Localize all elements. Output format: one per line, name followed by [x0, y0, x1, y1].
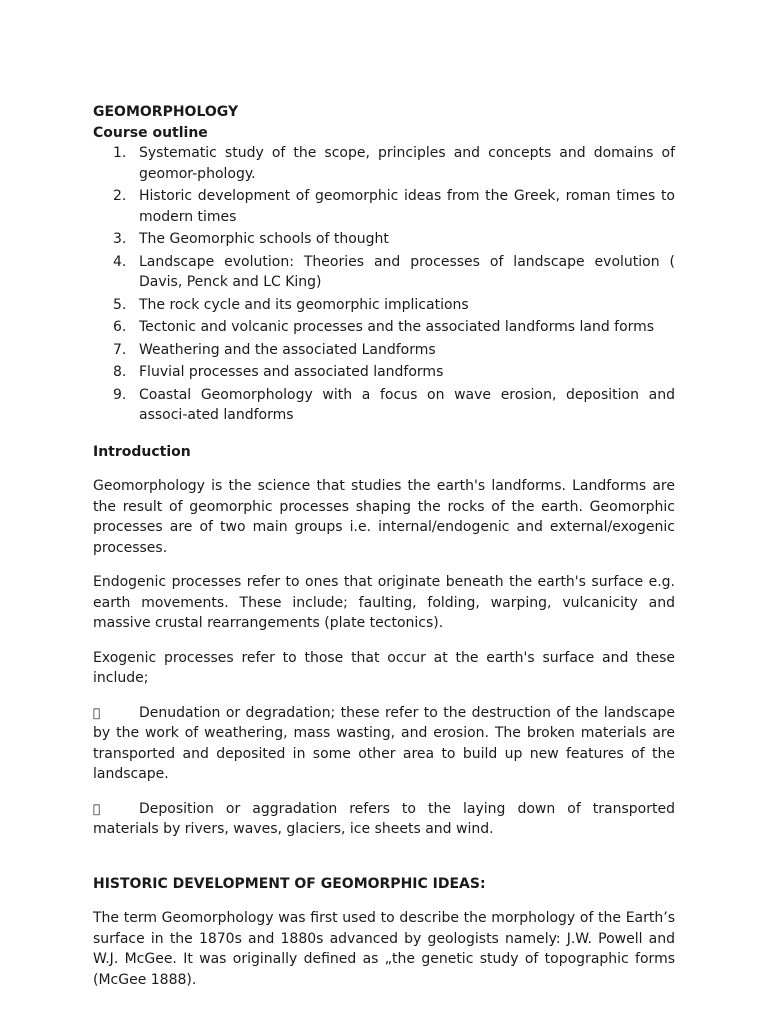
bullet-item-denudation — [93, 703, 675, 785]
list-number: 3. — [113, 231, 127, 247]
list-number: 1. — [113, 145, 127, 161]
list-item — [93, 317, 675, 338]
list-item-text: The Geomorphic schools of thought — [139, 231, 389, 247]
list-number: 9. — [113, 386, 127, 403]
list-number: 7. — [113, 341, 127, 358]
document-title: GEOMORPHOLOGY — [93, 104, 239, 120]
list-item-text: Systematic study of the scope, principles and concepts and domains of geomor-phology. — [139, 145, 675, 182]
list-number: 2. — [113, 188, 127, 204]
list-item-text: Tectonic and volcanic processes and the associated landforms land forms — [139, 319, 655, 335]
course-outline-list — [93, 143, 675, 426]
list-item-text: Landscape evolution: Theories and processes of landscape evolution ( Davis, Penck and LC King) — [139, 253, 675, 290]
title-block — [93, 102, 675, 143]
course-outline-heading: Course outline — [93, 124, 208, 141]
list-item — [93, 362, 675, 383]
list-item — [93, 340, 675, 361]
history-paragraph: The term Geomorphology was first used to describe the morphology of the Earth’s surface in the 1870s and 1880s advanced by geologists namely: J.W. Powell and W.J. McGee. It was originally defined as „the genetic study of topographic forms (McGee 1888). — [93, 910, 675, 988]
list-item — [93, 252, 675, 293]
document-page — [93, 102, 675, 1004]
list-item-text: Historic development of geomorphic ideas from the Greek, roman times to modern times — [139, 188, 675, 225]
list-number: 6. — [113, 319, 127, 335]
introduction-heading: Introduction — [93, 443, 191, 460]
history-heading: HISTORIC DEVELOPMENT OF GEOMORPHIC IDEAS: — [93, 875, 486, 892]
list-item-text: Coastal Geomorphology with a focus on wave erosion, deposition and associ-ated landforms — [139, 386, 675, 423]
bullet-text: Deposition or aggradation refers to the laying down of transported materials by rivers, waves, glaciers, ice sheets and wind. — [93, 800, 675, 837]
bullet-icon — [93, 703, 139, 724]
list-item — [93, 143, 675, 184]
bullet-icon — [93, 799, 139, 820]
list-item — [93, 186, 675, 227]
list-item-text: Fluvial processes and associated landforms — [139, 364, 444, 380]
list-number: 8. — [113, 364, 127, 380]
intro-paragraph: Geomorphology is the science that studies the earth's landforms. Landforms are the result of geomorphic processes shaping the rocks of the earth. Geomorphic processes are of two main groups i.e. internal/endogenic and external/exogenic processes. — [93, 478, 675, 556]
list-number: 4. — [113, 253, 127, 270]
list-item — [93, 229, 675, 250]
list-item — [93, 385, 675, 426]
bullet-text: Denudation or degradation; these refer to the destruction of the landscape by the work of weathering, mass wasting, and erosion. The broken materials are transported and deposited in some other area to build up new features of the landscape. — [93, 704, 675, 782]
list-item-text: The rock cycle and its geomorphic implications — [139, 296, 469, 313]
list-item — [93, 295, 675, 316]
list-number: 5. — [113, 296, 127, 313]
bullet-item-deposition — [93, 799, 675, 840]
endogenic-paragraph: Endogenic processes refer to ones that originate beneath the earth's surface e.g. earth movements. These include; faulting, folding, warping, vulcanicity and massive crustal rearrangements (plate tectonics). — [93, 574, 675, 631]
list-item-text: Weathering and the associated Landforms — [139, 341, 436, 358]
exogenic-paragraph: Exogenic processes refer to those that occur at the earth's surface and these include; — [93, 649, 675, 686]
